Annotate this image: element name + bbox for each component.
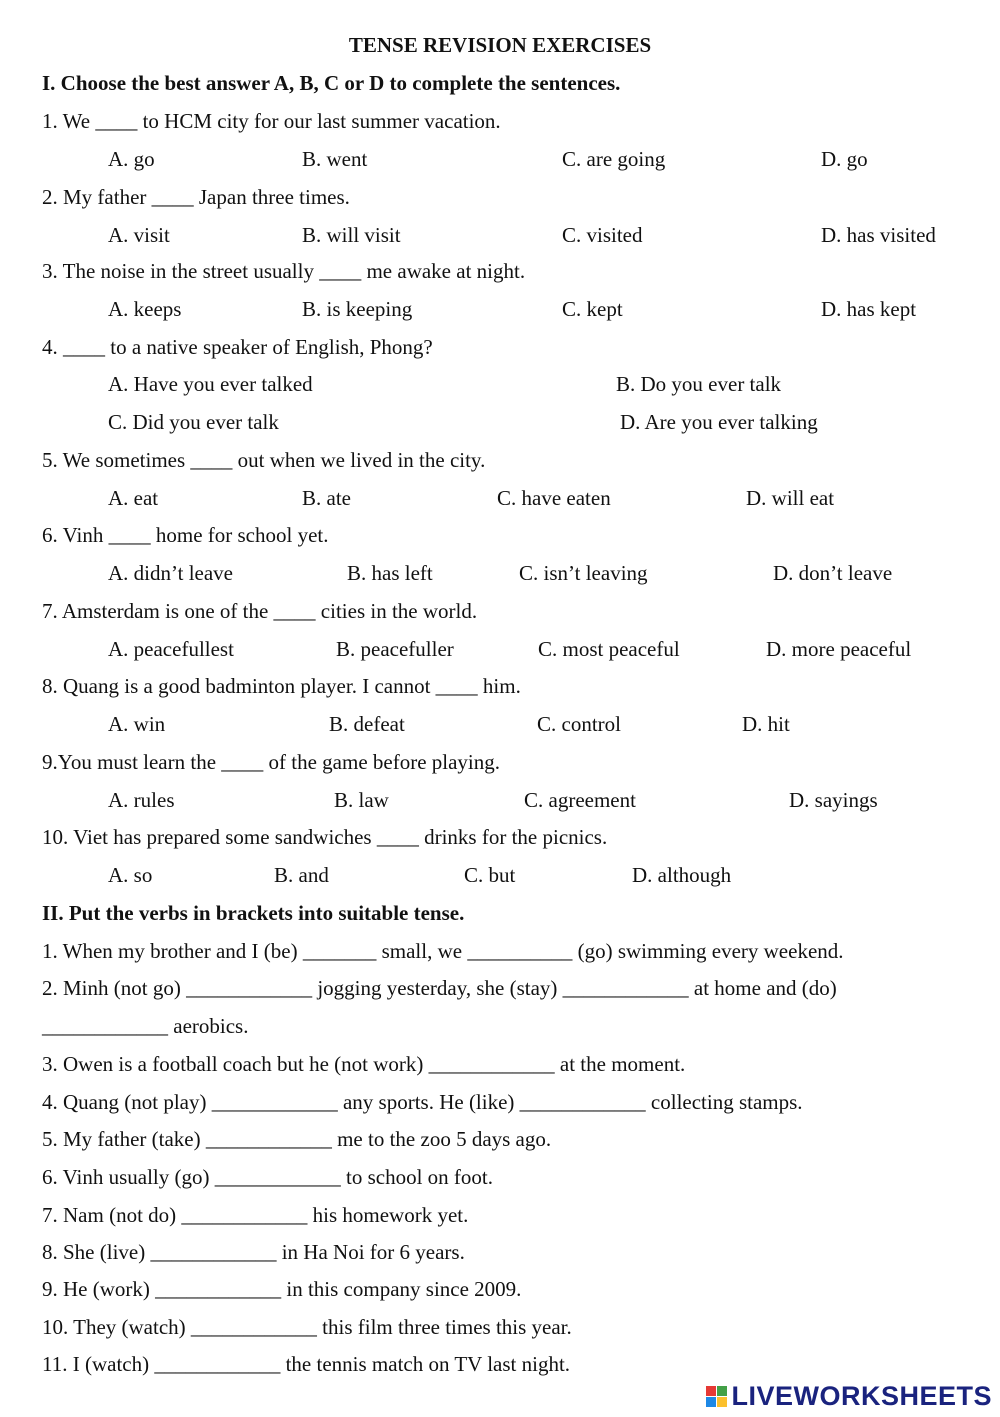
verb-exercise-2-cont[interactable]: ____________ aerobics.: [42, 1014, 249, 1038]
q3-option-c[interactable]: C. kept: [562, 297, 623, 321]
q7-option-c[interactable]: C. most peaceful: [538, 637, 680, 661]
verb-exercise-2[interactable]: 2. Minh (not go) ____________ jogging yesterday, she (stay) ____________ at home and (do): [42, 976, 837, 1000]
q10-option-b[interactable]: B. and: [274, 863, 329, 887]
question-3-stem: 3. The noise in the street usually ____ me awake at night.: [42, 259, 526, 283]
q2-option-b[interactable]: B. will visit: [302, 223, 401, 247]
verb-exercise-11[interactable]: 11. I (watch) ____________ the tennis match on TV last night.: [42, 1352, 571, 1376]
q1-option-d[interactable]: D. go: [821, 147, 868, 171]
question-8-stem: 8. Quang is a good badminton player. I cannot ____ him.: [42, 674, 521, 698]
q2-option-c[interactable]: C. visited: [562, 223, 643, 247]
q9-option-c[interactable]: C. agreement: [524, 788, 636, 812]
question-5-stem: 5. We sometimes ____ out when we lived in the city.: [42, 448, 486, 472]
q10-option-d[interactable]: D. although: [632, 863, 732, 887]
page-title: TENSE REVISION EXERCISES: [348, 33, 652, 57]
q7-option-a[interactable]: A. peacefullest: [108, 637, 234, 661]
question-1-stem: 1. We ____ to HCM city for our last summer vacation.: [42, 109, 501, 133]
q5-option-a[interactable]: A. eat: [108, 486, 159, 510]
q4-option-b[interactable]: B. Do you ever talk: [616, 372, 782, 396]
q9-option-a[interactable]: A. rules: [108, 788, 175, 812]
question-6-stem: 6. Vinh ____ home for school yet.: [42, 523, 329, 547]
q8-option-c[interactable]: C. control: [537, 712, 621, 736]
q2-option-d[interactable]: D. has visited: [821, 223, 936, 247]
q5-option-b[interactable]: B. ate: [302, 486, 351, 510]
q8-option-a[interactable]: A. win: [108, 712, 166, 736]
verb-exercise-9[interactable]: 9. He (work) ____________ in this company since 2009.: [42, 1277, 522, 1301]
brand-name: LIVEWORKSHEETS: [731, 1380, 992, 1411]
question-9-stem: 9.You must learn the ____ of the game before playing.: [42, 750, 501, 774]
q9-option-d[interactable]: D. sayings: [789, 788, 878, 812]
verb-exercise-10[interactable]: 10. They (watch) ____________ this film three times this year.: [42, 1315, 572, 1339]
verb-exercise-1[interactable]: 1. When my brother and I (be) _______ small, we __________ (go) swimming every weekend.: [42, 939, 844, 963]
q4-option-c[interactable]: C. Did you ever talk: [108, 410, 279, 434]
verb-exercise-3[interactable]: 3. Owen is a football coach but he (not work) ____________ at the moment.: [42, 1052, 686, 1076]
verb-exercise-7[interactable]: 7. Nam (not do) ____________ his homework yet.: [42, 1203, 469, 1227]
q6-option-b[interactable]: B. has left: [347, 561, 433, 585]
q9-option-b[interactable]: B. law: [334, 788, 389, 812]
liveworksheets-logo-icon: [706, 1386, 727, 1407]
verb-exercise-6[interactable]: 6. Vinh usually (go) ____________ to school on foot.: [42, 1165, 493, 1189]
q8-option-d[interactable]: D. hit: [742, 712, 790, 736]
q7-option-b[interactable]: B. peacefuller: [336, 637, 454, 661]
q2-option-a[interactable]: A. visit: [108, 223, 170, 247]
q6-option-c[interactable]: C. isn’t leaving: [519, 561, 648, 585]
q10-option-a[interactable]: A. so: [108, 863, 153, 887]
q4-option-a[interactable]: A. Have you ever talked: [108, 372, 313, 396]
verb-exercise-4[interactable]: 4. Quang (not play) ____________ any sports. He (like) ____________ collecting stamps.: [42, 1090, 803, 1114]
section2-heading: II. Put the verbs in brackets into suitable tense.: [42, 901, 465, 925]
question-7-stem: 7. Amsterdam is one of the ____ cities in the world.: [42, 599, 478, 623]
q3-option-d[interactable]: D. has kept: [821, 297, 917, 321]
section1-heading: I. Choose the best answer A, B, C or D to complete the sentences.: [42, 71, 621, 95]
q4-option-d[interactable]: D. Are you ever talking: [620, 410, 818, 434]
q8-option-b[interactable]: B. defeat: [329, 712, 405, 736]
liveworksheets-watermark: [706, 1380, 992, 1412]
q5-option-c[interactable]: C. have eaten: [497, 486, 611, 510]
q6-option-a[interactable]: A. didn’t leave: [108, 561, 233, 585]
verb-exercise-5[interactable]: 5. My father (take) ____________ me to the zoo 5 days ago.: [42, 1127, 552, 1151]
q10-option-c[interactable]: C. but: [464, 863, 516, 887]
q6-option-d[interactable]: D. don’t leave: [773, 561, 893, 585]
q3-option-b[interactable]: B. is keeping: [302, 297, 413, 321]
question-4-stem: 4. ____ to a native speaker of English, Phong?: [42, 335, 433, 359]
q1-option-a[interactable]: A. go: [108, 147, 155, 171]
q3-option-a[interactable]: A. keeps: [108, 297, 182, 321]
verb-exercise-8[interactable]: 8. She (live) ____________ in Ha Noi for 6 years.: [42, 1240, 465, 1264]
question-2-stem: 2. My father ____ Japan three times.: [42, 185, 350, 209]
q1-option-c[interactable]: C. are going: [562, 147, 666, 171]
q1-option-b[interactable]: B. went: [302, 147, 368, 171]
q5-option-d[interactable]: D. will eat: [746, 486, 835, 510]
question-10-stem: 10. Viet has prepared some sandwiches ____ drinks for the picnics.: [42, 825, 608, 849]
q7-option-d[interactable]: D. more peaceful: [766, 637, 912, 661]
